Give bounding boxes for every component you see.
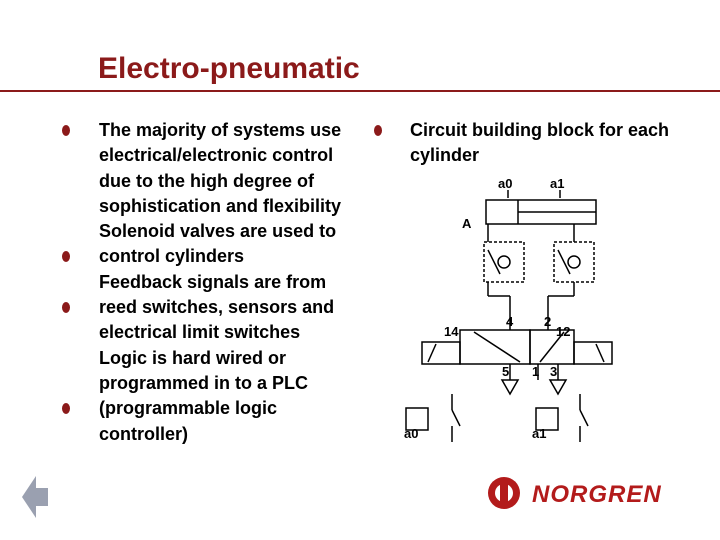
circuit-diagram (398, 170, 720, 450)
title-rule (0, 90, 720, 92)
bullet-marker (374, 125, 382, 136)
label-a1-top: a1 (550, 176, 565, 191)
port-4: 4 (506, 314, 514, 329)
right-bullet-list (410, 118, 680, 169)
port-2: 2 (544, 314, 552, 329)
switch-label-a0: a0 (404, 426, 419, 441)
bullet-text: Solenoid valves are used to control cylinders (99, 221, 337, 267)
port-14: 14 (444, 324, 459, 339)
bullet-text: Logic is hard wired or programmed in to a PLC (programmable logic controller) (99, 347, 309, 444)
bullet-marker (62, 403, 70, 414)
left-bullet-list (99, 118, 359, 447)
port-1: 1 (532, 364, 540, 379)
bullet-marker (62, 302, 70, 313)
logo-wordmark: NORGREN (532, 481, 662, 508)
port-5: 5 (502, 364, 510, 379)
port-3: 3 (550, 364, 558, 379)
back-arrow-icon[interactable] (20, 472, 50, 522)
bullet-text: Circuit building block for each cylinder (410, 120, 670, 166)
bullet-text: The majority of systems use electrical/electronic control due to the high degree of sophistication and flexibility (99, 120, 342, 216)
switch-label-a1: a1 (532, 426, 547, 441)
bullet-text: Feedback signals are from reed switches, sensors and electrical limit switches (99, 271, 335, 343)
bullet-marker (62, 251, 70, 262)
label-cylinder-a: A (462, 216, 472, 231)
bullet-marker (62, 125, 70, 136)
slide-title: Electro-pneumatic (98, 52, 360, 85)
port-12: 12 (556, 324, 571, 339)
label-a0-top: a0 (498, 176, 513, 191)
